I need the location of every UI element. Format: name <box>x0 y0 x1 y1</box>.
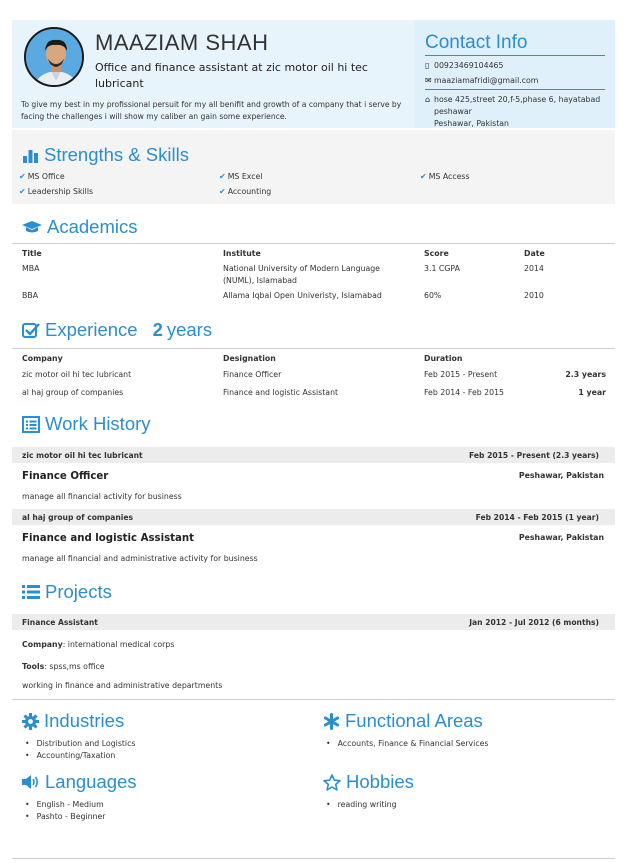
profile-section <box>12 20 415 128</box>
experience-cell-company: zic motor oil hi tec lubricant <box>22 370 132 379</box>
academics-title: Academics <box>47 216 138 237</box>
experience-total-number: 2 <box>152 319 163 340</box>
check-icon: ✔ <box>19 187 26 196</box>
star-icon <box>323 774 341 791</box>
experience-divider <box>12 348 615 349</box>
project-bar <box>12 614 615 630</box>
work-history-description: manage all financial activity for business <box>22 492 182 501</box>
industries-heading <box>12 710 312 732</box>
academics-cell-score: 3.1 CGPA <box>424 264 460 273</box>
work-history-description: manage all financial and administrative activity for business <box>22 554 258 563</box>
list-item: • Distribution and Logistics <box>25 738 135 750</box>
experience-header-designation: Designation <box>223 354 276 363</box>
languages-title: Languages <box>45 771 137 792</box>
industries-title: Industries <box>44 710 125 731</box>
languages-heading <box>12 771 312 793</box>
project-name: Finance Assistant <box>22 618 98 627</box>
academics-cell-institute: Allama Iqbal Open Univeristy, Islamabad <box>223 291 382 300</box>
academics-header-institute: Institute <box>223 249 261 258</box>
experience-header-duration: Duration <box>424 354 463 363</box>
skills-title: Strengths & Skills <box>44 144 189 165</box>
checkbox-icon <box>22 322 40 339</box>
skill-item: ✔ MS Excel <box>219 172 263 181</box>
functional-areas-list <box>326 738 488 750</box>
skills-heading <box>12 144 615 166</box>
academics-divider <box>12 243 615 244</box>
academics-cell-title: MBA <box>22 264 40 273</box>
work-history-job-title: Finance Officer <box>22 471 109 482</box>
academics-heading <box>12 216 615 238</box>
work-history-title: Work History <box>45 413 151 434</box>
experience-cell-designation: Finance and logistic Assistant <box>223 388 339 397</box>
graduation-cap-icon <box>22 219 42 235</box>
check-icon: ✔ <box>19 172 26 181</box>
home-icon: ⌂ <box>425 95 431 104</box>
contact-divider <box>425 55 605 56</box>
hobbies-list <box>326 799 397 811</box>
list-item: • Accounts, Finance & Financial Services <box>326 738 488 750</box>
experience-heading <box>12 319 615 341</box>
work-history-bar <box>12 509 615 525</box>
bar-chart-icon <box>22 147 39 163</box>
functional-areas-title: Functional Areas <box>345 710 483 731</box>
academics-cell-date: 2010 <box>524 291 544 300</box>
experience-cell-designation: Finance Officer <box>223 370 282 379</box>
check-icon: ✔ <box>219 172 226 181</box>
projects-heading <box>12 581 615 603</box>
contact-address-line2: peshawar <box>434 107 472 116</box>
experience-cell-period: Feb 2015 - Present <box>424 370 498 379</box>
experience-cell-length: 2.3 years <box>565 370 606 379</box>
volume-icon <box>22 774 40 790</box>
list-icon <box>22 584 40 600</box>
contact-email-row <box>425 75 538 87</box>
experience-title: Experience <box>45 319 138 340</box>
work-history-location: Peshawar, Pakistan <box>518 471 604 480</box>
gear-icon <box>22 713 39 730</box>
contact-info-title: Contact Info <box>425 32 528 53</box>
check-icon: ✔ <box>420 172 427 181</box>
contact-address-line1: hose 425,street 20,f-5,phase 6, hayatabad <box>434 95 601 104</box>
experience-cell-company: al haj group of companies <box>22 388 124 397</box>
hobbies-heading <box>313 771 613 793</box>
asterisk-icon <box>323 713 340 730</box>
projects-divider <box>12 699 615 700</box>
work-history-heading <box>12 413 615 435</box>
candidate-role: Office and finance assistant at zic motor oil hi tec lubricant <box>95 61 368 90</box>
career-objective: To give my best in my profissional persuit for my all benifit and growth of a company that i serve by facing the challenges i will show my caliber an gain some experience. <box>21 100 402 121</box>
contact-divider-2 <box>425 89 605 90</box>
work-history-period: Feb 2014 - Feb 2015 (1 year) <box>475 513 599 522</box>
candidate-name: MAAZIAM SHAH <box>95 30 269 55</box>
academics-cell-score: 60% <box>424 291 442 300</box>
project-description: working in finance and administrative departments <box>22 681 223 690</box>
languages-list <box>25 799 106 823</box>
work-history-job-title: Finance and logistic Assistant <box>22 533 195 544</box>
work-history-bar <box>12 447 615 463</box>
academics-cell-title: BBA <box>22 291 39 300</box>
experience-cell-length: 1 year <box>578 388 606 397</box>
industries-list <box>25 738 135 762</box>
hobbies-title: Hobbies <box>346 771 414 792</box>
skill-item: ✔ Accounting <box>219 187 272 196</box>
project-company: Company: international medical corps <box>22 640 175 649</box>
contact-address-line3: Peshawar, Pakistan <box>434 118 509 128</box>
skill-item: ✔ MS Office <box>19 172 65 181</box>
project-period: Jan 2012 - Jul 2012 (6 months) <box>469 618 599 627</box>
list-item: • English - Medium <box>25 799 106 811</box>
academics-header-date: Date <box>524 249 545 258</box>
skill-item: ✔ Leadership Skills <box>19 187 94 196</box>
work-history-period: Feb 2015 - Present (2.3 years) <box>468 451 599 460</box>
academics-header-score: Score <box>424 249 449 258</box>
contact-phone-row <box>425 60 503 72</box>
work-history-company: zic motor oil hi tec lubricant <box>22 451 143 460</box>
work-history-location: Peshawar, Pakistan <box>518 533 604 542</box>
projects-title: Projects <box>45 581 112 602</box>
academics-header-title: Title <box>22 249 42 258</box>
list-alt-icon <box>22 416 40 433</box>
work-history-company: al haj group of companies <box>22 513 134 522</box>
project-tools: Tools: spss,ms office <box>22 662 105 671</box>
phone-icon: ▯ <box>425 61 430 70</box>
contact-address-row <box>425 94 600 129</box>
list-item: • Pashto - Beginner <box>25 811 106 823</box>
envelope-icon: ✉ <box>425 76 432 85</box>
list-item: • reading writing <box>326 799 397 811</box>
check-icon: ✔ <box>219 187 226 196</box>
academics-cell-institute: National University of Modern Language (NUML), Islamabad <box>223 264 380 285</box>
experience-total-unit: years <box>166 319 213 340</box>
experience-header-company: Company <box>22 354 63 363</box>
avatar <box>24 27 84 87</box>
academics-cell-date: 2014 <box>524 264 544 273</box>
contact-info-panel <box>415 20 615 128</box>
footer-divider <box>12 858 615 859</box>
contact-phone: 00923469104465 <box>434 61 504 70</box>
resume-header <box>12 20 615 128</box>
contact-email[interactable]: maaziamafridi@gmail.com <box>434 76 539 85</box>
skills-section <box>12 130 615 204</box>
experience-cell-period: Feb 2014 - Feb 2015 <box>424 388 505 397</box>
list-item: • Accounting/Taxation <box>25 750 135 762</box>
skill-item: ✔ MS Access <box>420 172 470 181</box>
functional-areas-heading <box>313 710 613 732</box>
